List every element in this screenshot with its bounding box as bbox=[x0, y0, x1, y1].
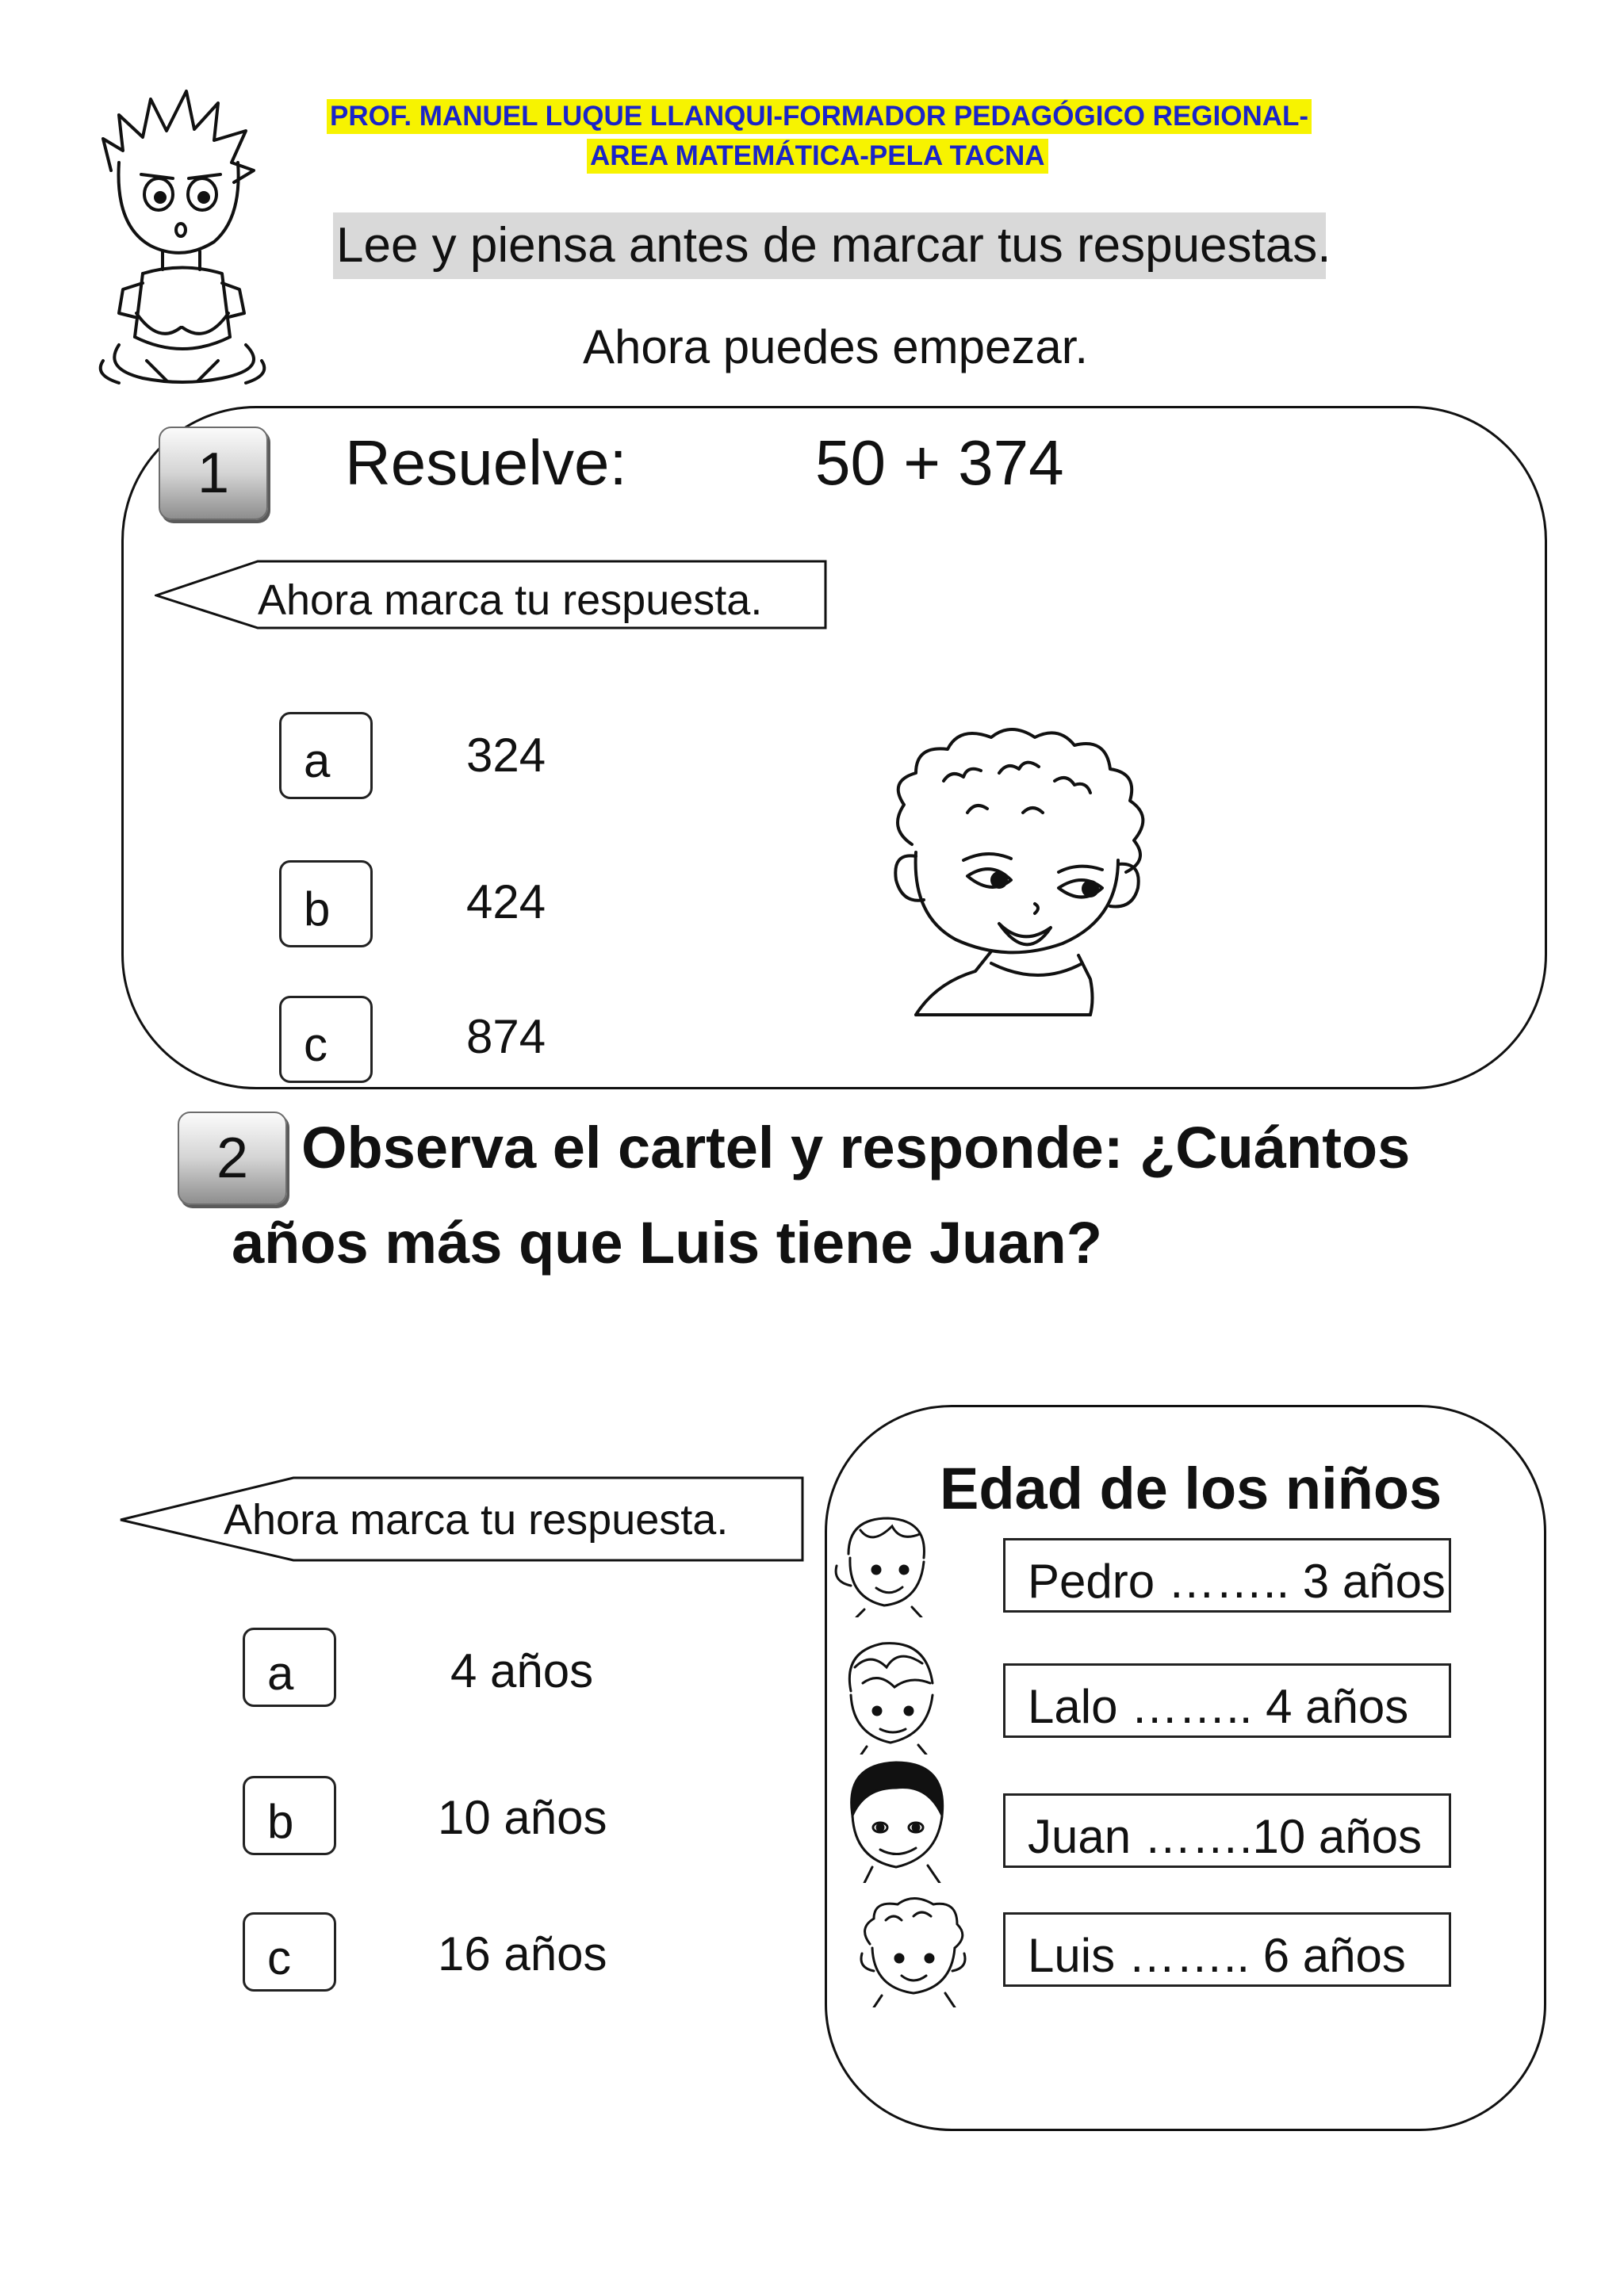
question-2-option-b-value: 10 años bbox=[438, 1791, 607, 1844]
question-1-answer-callout bbox=[155, 560, 829, 631]
juan-face-icon bbox=[841, 1756, 959, 1883]
question-1-option-c-checkbox[interactable]: c bbox=[279, 996, 373, 1083]
question-2-prompt: Ahora marca tu respuesta. bbox=[224, 1496, 729, 1544]
question-2-option-a-value: 4 años bbox=[450, 1644, 594, 1697]
question-2-option-a-checkbox[interactable]: a bbox=[243, 1628, 336, 1707]
question-2-number-badge: 2 bbox=[178, 1112, 287, 1205]
question-1-option-a-value: 324 bbox=[466, 729, 546, 782]
question-1-option-a-checkbox[interactable]: a bbox=[279, 712, 373, 799]
question-1-option-b-value: 424 bbox=[466, 875, 546, 928]
question-2-option-c-checkbox[interactable]: c bbox=[243, 1912, 336, 1992]
begin-text: Ahora puedes empezar. bbox=[583, 320, 1089, 373]
age-row-luis: Luis …….. 6 años bbox=[1003, 1912, 1451, 1987]
pedro-face-icon bbox=[833, 1510, 940, 1617]
age-row-lalo: Lalo …….. 4 años bbox=[1003, 1663, 1451, 1738]
question-2-option-c-value: 16 años bbox=[438, 1927, 607, 1980]
ages-poster-title: Edad de los niños bbox=[940, 1456, 1442, 1521]
age-row-juan: Juan …….10 años bbox=[1003, 1793, 1451, 1868]
curly-haired-boy-illustration bbox=[880, 725, 1182, 1019]
lalo-face-icon bbox=[839, 1636, 942, 1755]
question-2-answer-callout bbox=[119, 1476, 806, 1563]
author-line-2: AREA MATEMÁTICA-PELA TACNA bbox=[587, 139, 1048, 174]
luis-face-icon bbox=[858, 1896, 969, 2007]
question-1-operation: 50 + 374 bbox=[815, 427, 1064, 498]
question-1-option-b-checkbox[interactable]: b bbox=[279, 860, 373, 947]
question-1-number-badge: 1 bbox=[159, 427, 268, 520]
question-1-label: Resuelve: bbox=[345, 427, 627, 498]
question-1-option-c-value: 874 bbox=[466, 1010, 546, 1063]
age-row-pedro: Pedro …….. 3 años bbox=[1003, 1538, 1451, 1613]
sitting-child-illustration bbox=[87, 75, 278, 392]
question-2-text-line-2: años más que Luis tiene Juan? bbox=[232, 1210, 1102, 1276]
question-2-option-b-checkbox[interactable]: b bbox=[243, 1776, 336, 1855]
instruction-banner: Lee y piensa antes de marcar tus respuestas. bbox=[333, 212, 1326, 279]
question-2-text-line-1: Observa el cartel y responde: ¿Cuántos bbox=[301, 1115, 1411, 1181]
author-line-1: PROF. MANUEL LUQUE LLANQUI-FORMADOR PEDAGÓGICO REGIONAL- bbox=[327, 99, 1312, 134]
question-1-prompt: Ahora marca tu respuesta. bbox=[258, 576, 763, 624]
